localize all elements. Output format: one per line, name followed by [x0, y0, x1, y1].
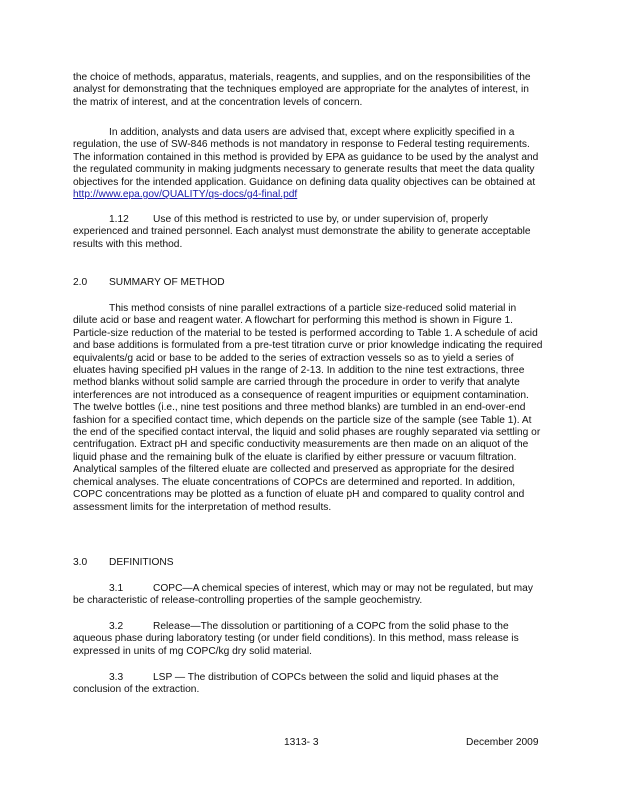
section-2-number: 2.0: [73, 277, 88, 288]
section-1-12-text: Use of this method is restricted to use by, or under supervision of, properly experienced and trained personnel. Each analyst must demonstrate the ability to generate acceptable results with this method.: [73, 214, 531, 250]
paragraph-responsibilities: the choice of methods, apparatus, materials, reagents, and supplies, and on the responsibilities of the analyst for demonstrating that the techniques employed are appropriate for the analytes of interest, in the matrix of interest, and at the concentration levels of concern.: [73, 72, 531, 108]
revision-date: December 2009: [466, 737, 539, 748]
paragraph-method-summary: This method consists of nine parallel extractions of a particle size-reduced solid material in dilute acid or base and reagent water. A flowchart for performing this method is shown in Figure 1. Particle-size reduction of the material to be tested is performed according to Table 1. A schedule of acid and base additions is formulated from a pre-test titration curve or prior knowledge indicating the required equivalents/g acid or base to be added to the series of extraction vessels so as to yield a series of eluates having specified pH values in the range of 2-13. In addition to the nine test extractions, three method blanks without solid sample are carried through the procedure in order to verify that analyte interferences are not introduced as a consequence of reagent impurities or equipment contamination. The twelve bottles (i.e., nine test positions and three method blanks) are tumbled in an end-over-end fashion for a specified contact time, which depends on the particle size of the sample (see Table 1). At the end of the specified contact interval, the liquid and solid phases are roughly separated via settling or centrifugation. Extract pH and specific conductivity measurements are then made on an aliquot of the liquid phase and the remaining bulk of the eluate is clarified by either pressure or vacuum filtration. Analytical samples of the filtered eluate are collected and preserved as appropriate for the desired chemical analyses. The eluate concentrations of COPCs are determined and reported. In addition, COPC concentrations may be plotted as a function of eluate pH and compared to quality control and assessment limits for the interpretation of method results.: [73, 303, 543, 513]
page-number: 1313- 3: [284, 737, 319, 748]
section-2-heading: [73, 277, 225, 289]
definition-3-2-number: 3.2: [109, 621, 124, 632]
section-3-heading: [73, 557, 174, 569]
section-1-12: [73, 214, 543, 251]
epa-quality-link[interactable]: http://www.epa.gov/QUALITY/qs-docs/g4-final.pdf: [73, 189, 298, 201]
paragraph-data-users-advisory: [73, 127, 543, 201]
section-2-title: SUMMARY OF METHOD: [109, 277, 225, 288]
section-3-number: 3.0: [73, 557, 88, 568]
definition-3-3-text: LSP — The distribution of COPCs between the solid and liquid phases at the conclusion of the extraction.: [73, 672, 499, 696]
definition-3-2: [73, 621, 543, 658]
section-3-title: DEFINITIONS: [109, 557, 174, 568]
definition-3-3-number: 3.3: [109, 672, 124, 683]
paragraph-data-users-text: In addition, analysts and data users are advised that, except where explicitly specified in a regulation, the use of SW-846 methods is not mandatory in response to Federal testing requirements. The information contained in this method is provided by EPA as guidance to be used by the analyst and the regulated community in making judgments necessary to generate results that meet the data quality objectives for the intended application. Guidance on defining data quality objectives can be obtained at: [73, 127, 539, 188]
definition-3-2-text: Release—The dissolution or partitioning of a COPC from the solid phase to the aqueous phase during laboratory testing (or under field conditions). In this method, mass release is expressed in units of mg COPC/kg dry solid material.: [73, 621, 519, 657]
section-1-12-number: 1.12: [109, 214, 129, 225]
definition-3-3: [73, 672, 543, 697]
definition-3-1-text: COPC—A chemical species of interest, which may or may not be regulated, but may be characteristic of release-controlling properties of the sample geochemistry.: [73, 583, 533, 607]
definition-3-1-number: 3.1: [109, 583, 124, 594]
definition-3-1: [73, 583, 543, 608]
